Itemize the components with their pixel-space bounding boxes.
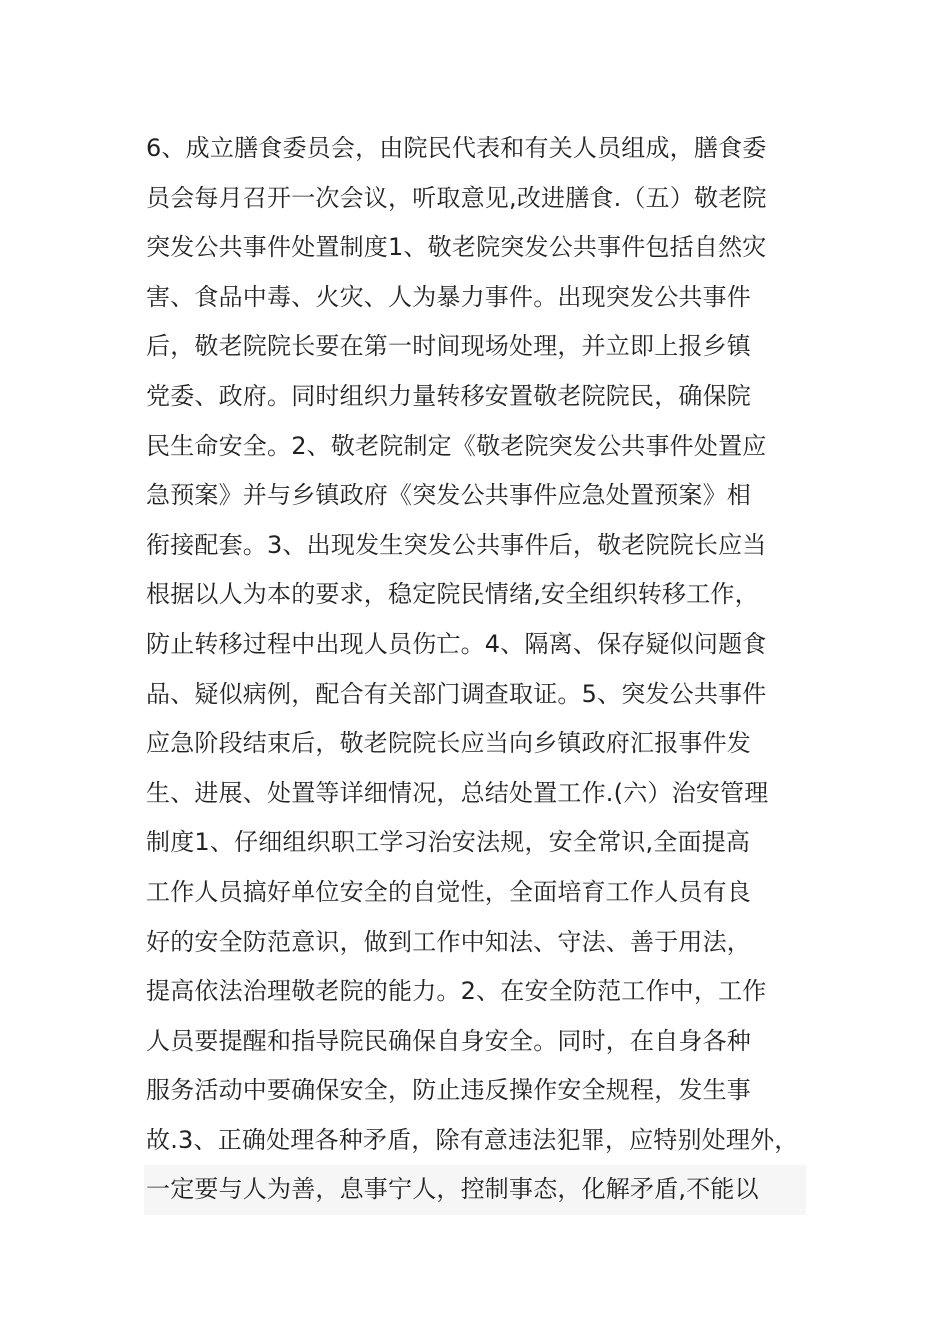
text-line-7: 民生命安全。2、敬老院制定《敬老院突发公共事件处置应 bbox=[146, 431, 767, 460]
text-line-17: 好的安全防范意识，做到工作中知法、守法、善于用法， bbox=[146, 927, 751, 956]
text-line-12: 品、疑似病例，配合有关部门调查取证。5、突发公共事件 bbox=[146, 679, 767, 708]
text-line-14: 生、进展、处置等详细情况，总结处置工作.(六）治安管理 bbox=[146, 778, 769, 807]
text-line-21: 故.3、正确处理各种矛盾，除有意违法犯罪，应特别处理外， bbox=[146, 1125, 799, 1154]
text-line-8: 急预案》并与乡镇政府《突发公共事件应急处置预案》相 bbox=[146, 481, 751, 510]
text-line-10: 根据以人为本的要求，稳定院民情绪,安全组织转移工作， bbox=[146, 580, 759, 609]
text-line-3: 突发公共事件处置制度1、敬老院突发公共事件包括自然灾 bbox=[146, 233, 767, 262]
text-line-16: 工作人员搞好单位安全的自觉性，全面培育工作人员有良 bbox=[146, 877, 751, 906]
text-line-5: 后，敬老院院长要在第一时间现场处理，并立即上报乡镇 bbox=[146, 332, 751, 361]
text-line-4: 害、食品中毒、火灾、人为暴力事件。出现突发公共事件 bbox=[146, 282, 751, 311]
text-line-18: 提高依法治理敬老院的能力。2、在安全防范工作中，工作 bbox=[146, 977, 767, 1006]
text-line-6: 党委、政府。同时组织力量转移安置敬老院院民，确保院 bbox=[146, 381, 751, 410]
text-line-1: 6、成立膳食委员会，由院民代表和有关人员组成，膳食委 bbox=[146, 134, 767, 162]
text-line-22: 一定要与人为善，息事宁人，控制事态，化解矛盾,不能以 bbox=[144, 1165, 806, 1215]
text-line-9: 衔接配套。3、出现发生突发公共事件后，敬老院院长应当 bbox=[146, 530, 767, 559]
text-line-20: 服务活动中要确保安全，防止违反操作安全规程，发生事 bbox=[146, 1076, 751, 1105]
text-line-11: 防止转移过程中出现人员伤亡。4、隔离、保存疑似问题食 bbox=[146, 629, 767, 658]
text-line-15: 制度1、仔细组织职工学习治安法规，安全常识,全面提高 bbox=[146, 828, 751, 857]
text-line-19: 人员要提醒和指导院民确保自身安全。同时，在自身各种 bbox=[146, 1026, 751, 1055]
text-line-13: 应急阶段结束后，敬老院院长应当向乡镇政府汇报事件发 bbox=[146, 729, 751, 758]
text-line-2: 员会每月召开一次会议，听取意见,改进膳食.（五）敬老院 bbox=[146, 183, 767, 212]
body-text bbox=[146, 124, 846, 1215]
